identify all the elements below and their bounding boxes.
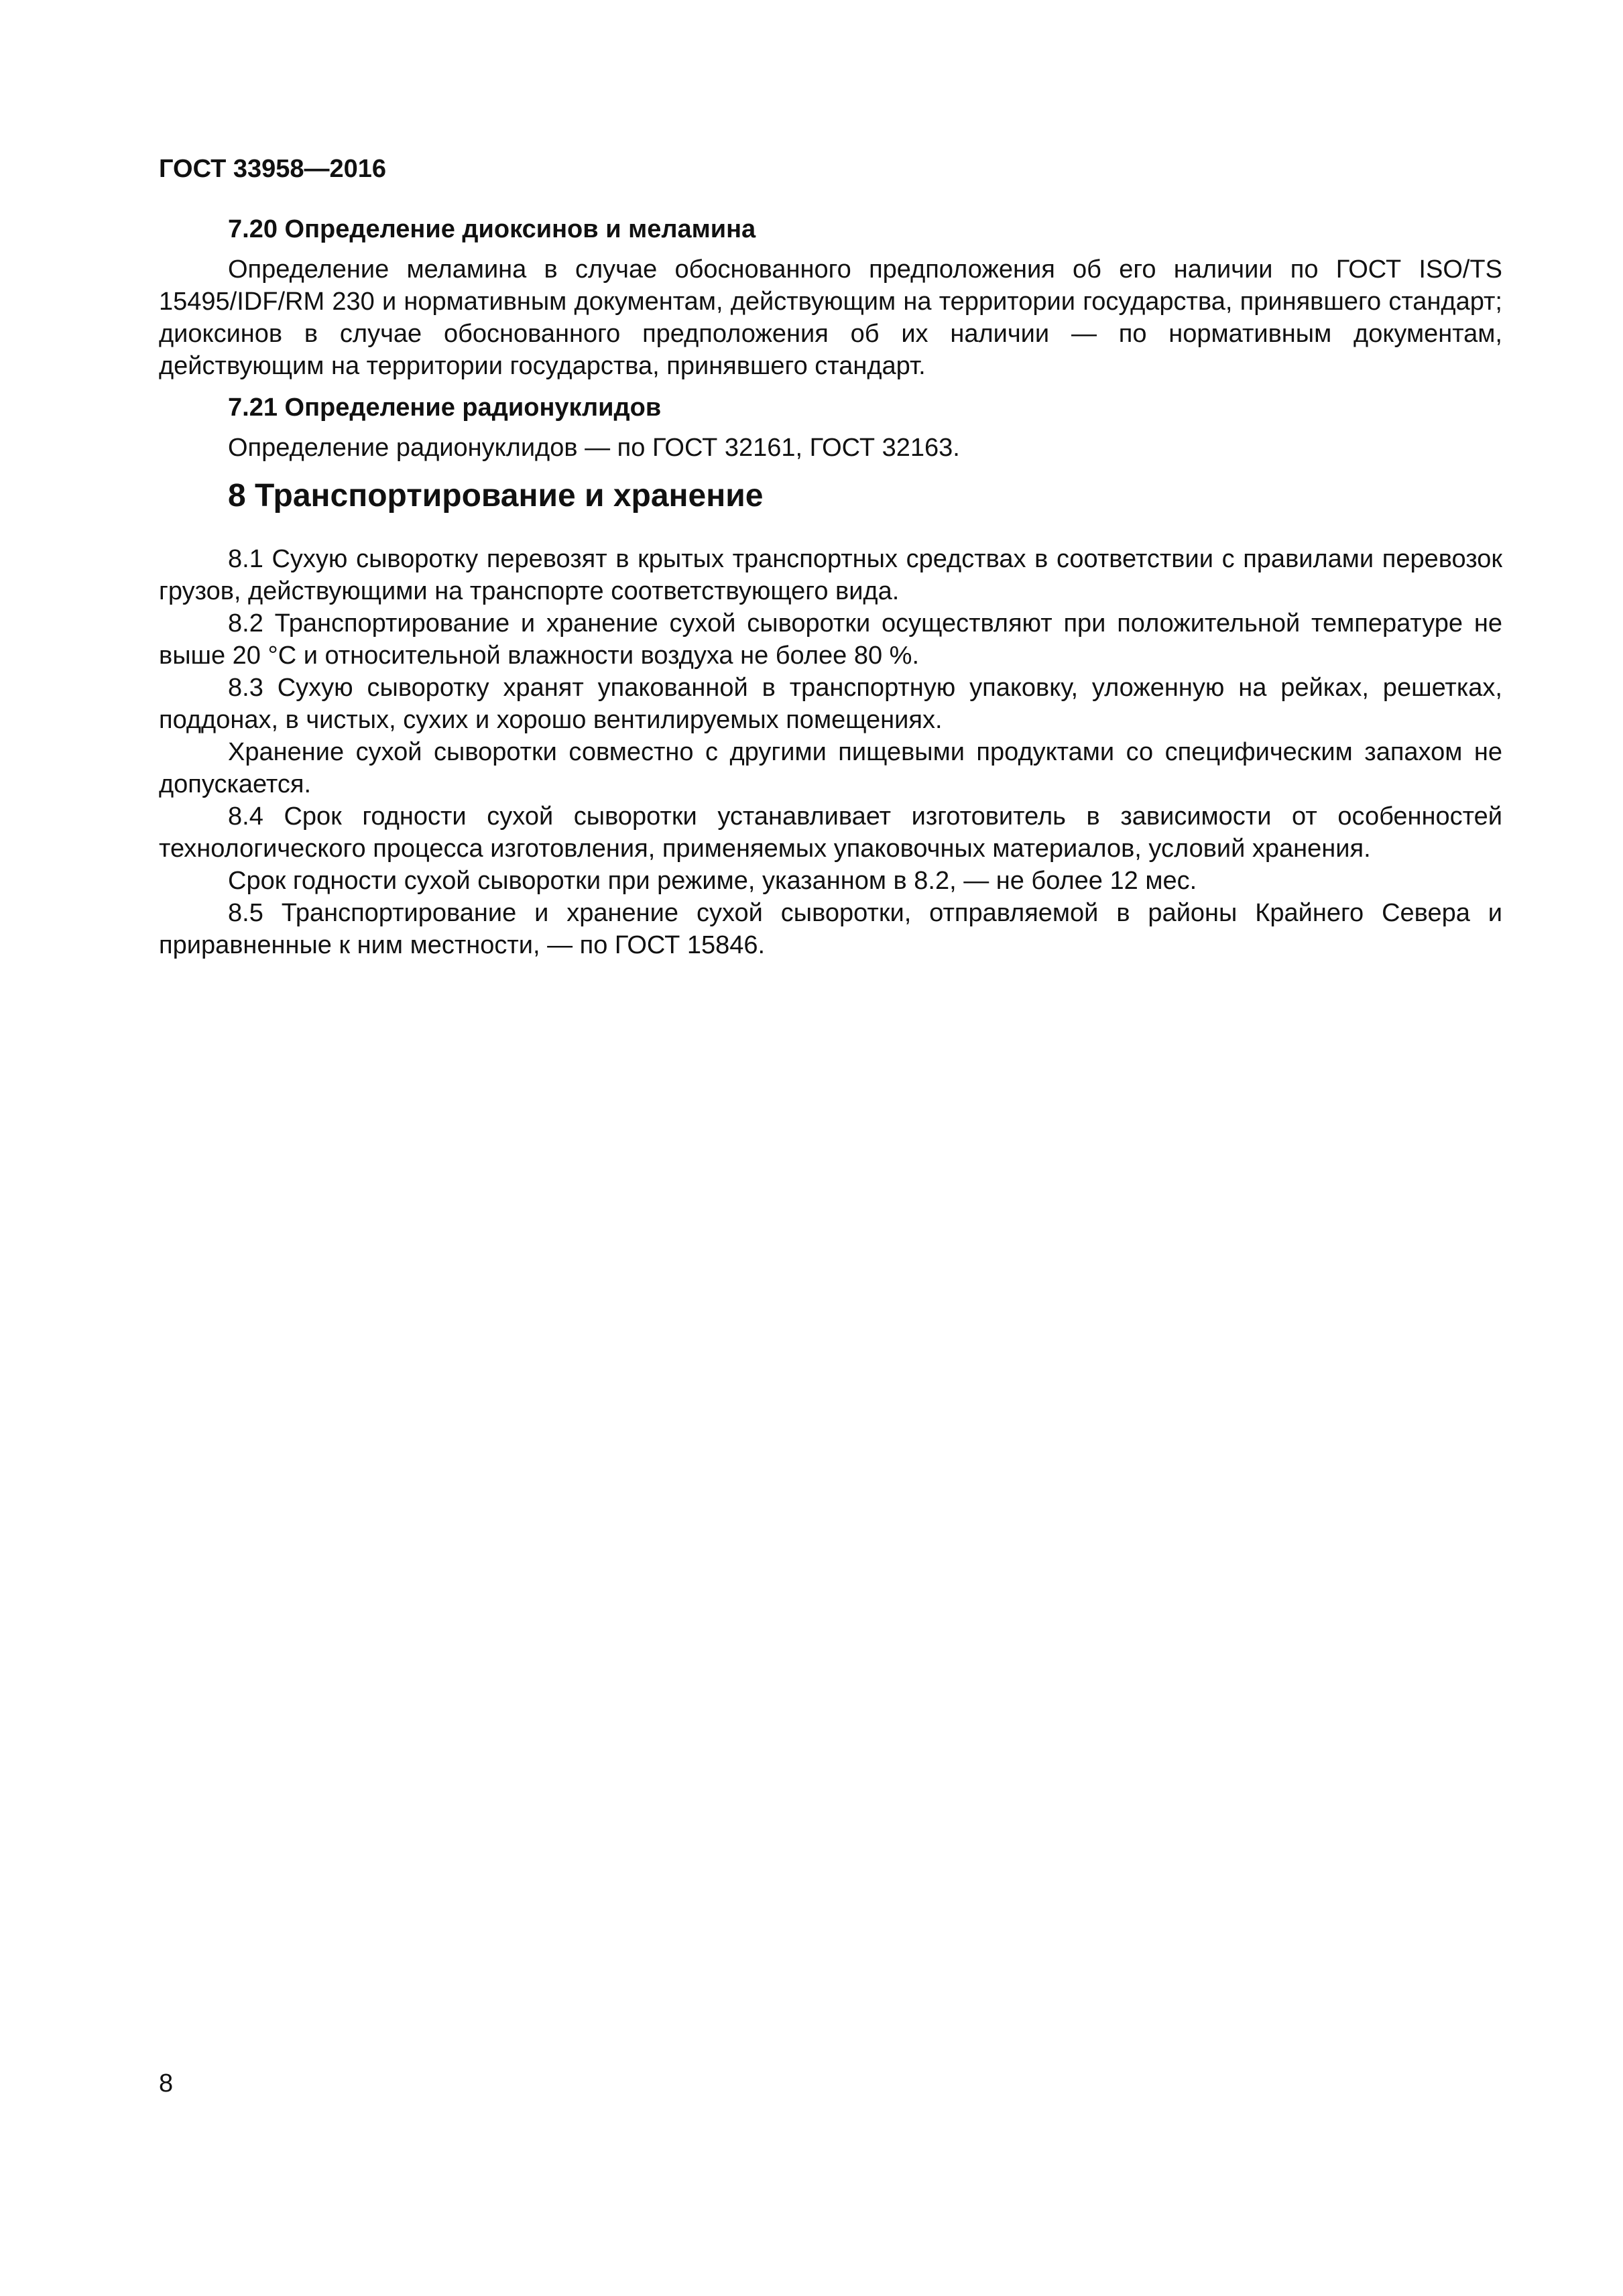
paragraph-8-5: 8.5 Транспортирование и хранение сухой сыворотки, отправляемой в районы Крайнего Севера и приравненные к ним местности, — по ГОСТ 15846. [159,899,1502,959]
section-8-title: 8 Транспортирование и хранение [228,478,764,513]
paragraph-8-3-continued: Хранение сухой сыворотки совместно с другими пищевыми продуктами со специфическим запахом не допускается. [159,738,1502,798]
paragraph-8-4: 8.4 Срок годности сухой сыворотки устанавливает изготовитель в зависимости от особенностей технологического процесса изготовления, применяемых упаковочных материалов, условий хранения. [159,802,1502,863]
section-7-20-heading: 7.20 Определение диоксинов и меламина [228,215,756,243]
document-code-header: ГОСТ 33958—2016 [159,155,387,183]
section-7-21-heading: 7.21 Определение радионуклидов [228,394,662,422]
section-7-20-paragraph: Определение меламина в случае обоснованного предположения об его наличии по ГОСТ ISO/TS 15495/IDF/RM 230 и нормативным документам, действующим на территории государства, принявшего стандарт; диоксинов в случае обоснованного предположения об их наличии — по нормативным документам, действующим на территории государства, принявшего стандарт. [159,255,1502,380]
paragraph-8-4-continued: Срок годности сухой сыворотки при режиме, указанном в 8.2, — не более 12 мес. [228,867,1197,895]
paragraph-8-1: 8.1 Сухую сыворотку перевозят в крытых транспортных средствах в соответствии с правилами перевозок грузов, действующими на транспорте соответствующего вида. [159,545,1502,605]
section-7-21-paragraph: Определение радионуклидов — по ГОСТ 32161, ГОСТ 32163. [228,434,960,462]
paragraph-8-3: 8.3 Сухую сыворотку хранят упакованной в транспортную упаковку, уложенную на рейках, решетках, поддонах, в чистых, сухих и хорошо вентилируемых помещениях. [159,674,1502,734]
page-content [159,213,1502,961]
paragraph-8-2: 8.2 Транспортирование и хранение сухой сыворотки осуществляют при положительной температуре не выше 20 °С и относительной влажности воздуха не более 80 %. [159,609,1502,670]
page-number: 8 [159,2069,174,2098]
